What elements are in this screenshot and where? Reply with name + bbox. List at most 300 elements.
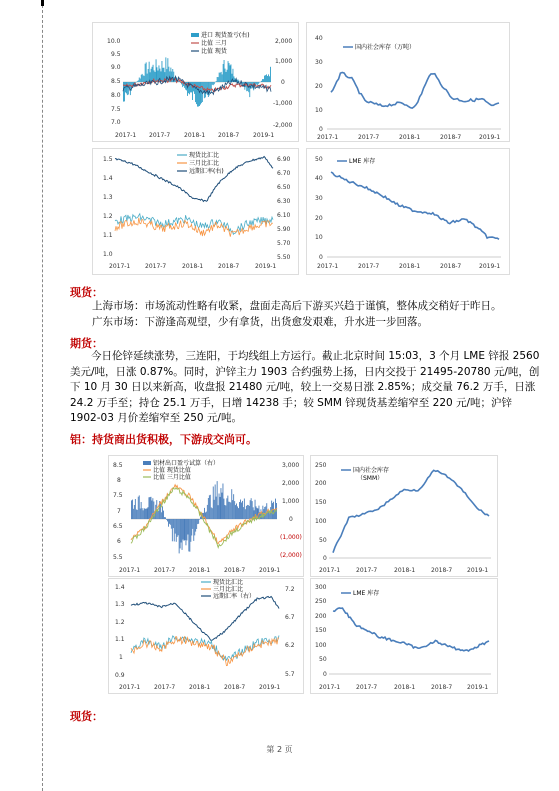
bar	[218, 505, 219, 519]
alu-fx-ratio-chart	[108, 578, 304, 694]
bar	[235, 505, 236, 519]
bar	[183, 519, 184, 540]
bar	[227, 496, 228, 519]
bar	[139, 78, 140, 83]
x-tick: 2018-1	[399, 134, 421, 141]
y-tick: 1.2	[103, 213, 113, 220]
y2-tick: 6.50	[277, 184, 291, 191]
page-number: 第 2 页	[266, 745, 293, 754]
alu-export-profit-chart	[108, 455, 304, 577]
bar	[137, 81, 138, 82]
bar	[145, 64, 146, 82]
y-tick: 50	[315, 156, 323, 163]
bar	[150, 497, 151, 519]
bar	[182, 519, 183, 550]
y-tick: 0	[319, 254, 323, 261]
bar	[228, 502, 229, 519]
bar	[228, 61, 229, 82]
bar	[188, 519, 189, 535]
bar	[177, 519, 178, 537]
bar	[264, 76, 265, 82]
x-tick: 2017-1	[109, 263, 131, 270]
bar	[197, 519, 198, 524]
bar	[229, 63, 230, 82]
spot-heading: 现货：	[70, 286, 103, 299]
bar	[210, 495, 211, 519]
bar	[148, 69, 149, 82]
bar	[146, 62, 147, 82]
legend-label: 远期汇率（右）	[213, 593, 256, 600]
bar	[256, 82, 257, 85]
x-tick: 2017-7	[356, 567, 378, 574]
legend-label: LME 库存	[353, 590, 380, 597]
y2-tick: 5.90	[277, 226, 291, 233]
bar	[220, 73, 221, 82]
alu-domestic-inventory-chart	[310, 455, 498, 577]
y-tick: 1.1	[103, 232, 113, 239]
legend-label: 国内社会库存	[353, 467, 390, 474]
bar	[144, 76, 145, 82]
bar	[131, 500, 132, 519]
bar	[161, 512, 162, 519]
bar	[178, 519, 179, 535]
y-tick: 1.3	[115, 601, 125, 608]
x-tick: 2017-7	[145, 263, 167, 270]
y-tick: 8.0	[111, 92, 121, 99]
spot-fx-ratio-line	[131, 636, 279, 661]
bar	[241, 503, 242, 520]
bar	[272, 503, 273, 519]
x-tick: 2017-1	[317, 134, 339, 141]
futures-paragraph: 今日伦锌延续涨势，三连阳，于均线组上方运行。截止北京时间 15:03，3 个月 LME 锌报 2560 美元/吨，日涨 0.87%。同时，沪锌主力 1903 合约强势上扬，日内交投于 21495-20780 元/吨，创下 10 月 30 日以来新高，收盘报 21480 元/吨，较上一交易日涨 2.85%；成交量 76.2 万手，日涨 24.2 万手至；持仓 25.1 万手，日增 14238 手；较 SMM 锌现货基差缩窄至 220 元/吨；沪锌 1902-03 月价差缩窄至 250 元/吨。	[70, 350, 540, 424]
x-tick: 2017-7	[154, 684, 176, 691]
bar	[234, 501, 235, 519]
y-tick: 1	[119, 654, 123, 661]
y2-tick: 0	[289, 516, 293, 523]
legend-label: 比值 现货	[201, 48, 227, 55]
bar	[143, 75, 144, 82]
bar	[139, 495, 140, 519]
x-tick: 2018-1	[182, 263, 204, 270]
bar	[187, 519, 188, 540]
guangdong-market-text: 广东市场：下游逢高观望，少有拿货，出货愈发艰难，升水进一步回落。	[92, 316, 428, 328]
bar	[143, 510, 144, 519]
x-tick: 2018-7	[224, 684, 246, 691]
bar	[217, 77, 218, 82]
bar	[263, 79, 264, 82]
y2-tick: (1,000)	[280, 534, 302, 541]
y-tick: 6.5	[113, 523, 123, 530]
bar	[184, 519, 185, 541]
bar	[250, 500, 251, 519]
bar	[221, 72, 222, 82]
shanghai-market-text: 上海市场：市场流动性略有收紧，盘面走高后下游买兴趋于谨慎，整体成交稍好于昨日。	[92, 300, 502, 312]
bar	[126, 82, 127, 93]
bar	[128, 82, 129, 95]
y-tick: 1.4	[103, 175, 113, 182]
bar	[262, 79, 263, 82]
legend-swatch	[191, 33, 199, 37]
x-tick: 2018-7	[431, 684, 453, 691]
bar	[242, 501, 243, 519]
y-tick: 20	[315, 83, 323, 90]
y-tick: 0	[323, 555, 327, 562]
bar	[224, 499, 225, 519]
bar	[198, 82, 199, 107]
y-tick: 30	[315, 195, 323, 202]
bar	[166, 519, 167, 520]
bar	[257, 82, 258, 85]
x-tick: 2019-1	[467, 684, 489, 691]
bar	[200, 82, 201, 105]
bar	[136, 510, 137, 520]
bar	[193, 519, 194, 541]
bar	[141, 502, 142, 519]
bar	[236, 504, 237, 520]
y-tick: 1.2	[115, 619, 125, 626]
bar	[196, 519, 197, 529]
y-tick: 10	[315, 234, 323, 241]
lme-inventory-line	[331, 172, 499, 239]
bar	[215, 485, 216, 520]
bar	[211, 82, 212, 93]
bar	[195, 519, 196, 532]
legend-label: （SMM）	[357, 475, 384, 482]
inventory-line	[331, 73, 499, 109]
bar	[152, 67, 153, 82]
x-tick: 2018-7	[218, 132, 240, 139]
bar	[227, 70, 228, 82]
x-tick: 2017-1	[317, 263, 339, 270]
y2-tick: 5.50	[277, 254, 291, 261]
bar	[160, 503, 161, 519]
y2-tick: 6.70	[277, 170, 291, 177]
bar	[222, 493, 223, 519]
y2-tick: 6.30	[277, 198, 291, 205]
bar	[249, 506, 250, 519]
y-tick: 7	[117, 508, 121, 515]
bar	[258, 82, 259, 84]
y-tick: 0	[319, 126, 323, 133]
y-tick: 8	[117, 477, 121, 484]
bar	[155, 72, 156, 82]
y-tick: 40	[315, 175, 323, 182]
alu-inventory-line	[333, 470, 489, 552]
x-tick: 2017-7	[356, 684, 378, 691]
x-tick: 2017-1	[119, 567, 141, 574]
bar	[163, 68, 164, 82]
bar	[156, 59, 157, 82]
x-tick: 2018-7	[440, 263, 462, 270]
legend-label: 现货比汇比	[213, 579, 244, 586]
bar	[149, 62, 150, 82]
bar	[219, 73, 220, 82]
y-tick: 100	[315, 642, 327, 649]
bar	[192, 519, 193, 529]
y-tick: 9.5	[111, 51, 121, 58]
y-tick: 1.1	[115, 636, 125, 643]
bar	[238, 508, 239, 519]
x-tick: 2018-7	[431, 567, 453, 574]
y-tick: 100	[315, 518, 327, 525]
x-tick: 2018-1	[189, 567, 211, 574]
y-tick: 250	[315, 462, 327, 469]
x-tick: 2017-1	[119, 684, 141, 691]
bar	[223, 64, 224, 82]
left-margin-mark	[41, 0, 44, 6]
bar	[213, 487, 214, 520]
bar	[252, 501, 253, 519]
bar	[194, 519, 195, 535]
bar	[214, 82, 215, 84]
y2-tick: -1,000	[273, 100, 293, 107]
x-tick: 2019-1	[255, 263, 277, 270]
x-tick: 2017-7	[154, 567, 176, 574]
bar	[267, 76, 268, 82]
bar	[191, 82, 192, 92]
bar	[133, 509, 134, 519]
bar	[208, 498, 209, 519]
bar	[172, 519, 173, 541]
bar	[188, 519, 189, 551]
bar	[147, 508, 148, 519]
bar	[223, 484, 224, 520]
bar	[142, 74, 143, 82]
x-tick: 2017-7	[358, 263, 380, 270]
bar	[141, 75, 142, 82]
bar	[261, 81, 262, 82]
legend-label: 进口 现货盈亏(右)	[201, 32, 250, 39]
bar	[221, 488, 222, 519]
bar	[239, 502, 240, 519]
y-tick: 10.0	[107, 38, 121, 45]
bar	[180, 519, 181, 548]
y2-tick: 5.70	[277, 240, 291, 247]
y2-tick: 5.7	[285, 671, 295, 678]
legend-label: 比值 三月	[201, 40, 227, 47]
bar	[209, 495, 210, 519]
bar	[242, 82, 243, 85]
y-tick: 50	[319, 656, 327, 663]
bar	[171, 519, 172, 529]
zinc-fx-ratio-chart	[92, 148, 299, 275]
bar	[140, 79, 141, 83]
bar	[137, 510, 138, 519]
bar	[168, 519, 169, 527]
x-tick: 2017-7	[149, 132, 171, 139]
bar	[200, 517, 201, 519]
x-tick: 2017-1	[115, 132, 137, 139]
bar	[213, 82, 214, 85]
bar	[269, 76, 270, 82]
bar	[144, 508, 145, 519]
y-tick: 300	[315, 584, 327, 591]
bar	[165, 517, 166, 519]
y-tick: 20	[315, 215, 323, 222]
bar	[207, 505, 208, 519]
bar	[189, 519, 190, 552]
y2-tick: 1,000	[275, 58, 293, 65]
x-tick: 2018-1	[394, 684, 416, 691]
y-tick: 8.5	[113, 462, 123, 469]
bar	[230, 65, 231, 82]
y-tick: 6	[117, 538, 121, 545]
bar	[170, 519, 171, 525]
legend-label: 三月比汇比	[213, 586, 244, 593]
bar	[164, 517, 165, 519]
y2-tick: 3,000	[282, 462, 300, 469]
bar	[211, 507, 212, 519]
y2-tick: 6.7	[285, 614, 295, 621]
bar	[233, 494, 234, 519]
bar	[226, 72, 227, 82]
bar	[185, 519, 186, 540]
bar	[216, 81, 217, 82]
bar	[231, 489, 232, 519]
legend-label: 比值 现货比值	[153, 467, 191, 474]
x-tick: 2019-1	[259, 684, 281, 691]
y-tick: 1.4	[115, 584, 125, 591]
bar	[230, 503, 231, 520]
y2-tick: 6.10	[277, 212, 291, 219]
legend-label: 三月比汇比	[189, 160, 220, 167]
bar	[210, 82, 211, 89]
bar	[214, 500, 215, 519]
bar	[149, 497, 150, 519]
bar	[201, 82, 202, 103]
x-tick: 2019-1	[479, 263, 501, 270]
aluminum-heading: 铝：持货商出货积极，下游成交尚可。	[70, 433, 257, 446]
bar	[130, 82, 131, 95]
y-tick: 5.5	[113, 554, 123, 561]
x-tick: 2019-1	[253, 132, 275, 139]
y-tick: 50	[319, 537, 327, 544]
bar	[140, 509, 141, 520]
legend-label: 远期汇率(右)	[189, 168, 224, 175]
bar	[218, 77, 219, 82]
bar	[186, 519, 187, 545]
bar	[162, 506, 163, 519]
bar	[226, 498, 227, 519]
y-tick: 7.5	[111, 106, 121, 113]
bar	[134, 505, 135, 519]
bar	[247, 505, 248, 519]
bar	[132, 500, 133, 519]
y2-tick: -2,000	[273, 122, 293, 129]
legend-label: 国内社会库存（万吨）	[355, 44, 416, 51]
bar	[162, 61, 163, 82]
y-tick: 9.0	[111, 64, 121, 71]
y-tick: 200	[315, 613, 327, 620]
y-tick: 200	[315, 480, 327, 487]
bar	[266, 74, 267, 82]
bar	[237, 506, 238, 519]
alu-lme-inventory-chart	[310, 578, 498, 694]
y2-tick: (2,000)	[280, 552, 302, 559]
fx-line	[131, 597, 279, 641]
bar	[251, 498, 252, 519]
bar	[273, 502, 274, 519]
spot-fx-ratio-line	[115, 214, 273, 235]
bar	[212, 82, 213, 85]
alu-lme-inventory-line	[333, 608, 489, 651]
bar	[217, 481, 218, 519]
zinc-lme-inventory-chart	[306, 148, 510, 275]
bar	[199, 82, 200, 106]
bar	[135, 499, 136, 519]
y2-tick: 2,000	[275, 38, 293, 45]
legend-label: 铝材出口盈亏试算（右）	[153, 460, 220, 467]
bar	[244, 499, 245, 520]
bar	[259, 506, 260, 519]
bar	[231, 64, 232, 82]
y-tick: 1.5	[103, 156, 113, 163]
bar	[142, 508, 143, 519]
bar	[222, 74, 223, 82]
x-tick: 2017-1	[319, 684, 341, 691]
x-tick: 2019-1	[479, 134, 501, 141]
x-tick: 2018-1	[394, 567, 416, 574]
zinc-domestic-inventory-chart	[306, 22, 510, 142]
futures-heading: 期货：	[70, 337, 103, 350]
bar	[259, 82, 260, 83]
y-tick: 7.0	[111, 119, 121, 126]
y2-tick: 6.2	[285, 642, 295, 649]
bar	[163, 511, 164, 519]
y2-tick: 7.2	[285, 586, 295, 593]
zinc-profit-ratio-chart	[92, 22, 299, 142]
y-tick: 8.5	[111, 78, 121, 85]
bar	[245, 509, 246, 519]
bar	[173, 519, 174, 528]
x-tick: 2017-1	[319, 567, 341, 574]
bar	[151, 497, 152, 519]
y2-tick: 1,000	[282, 498, 300, 505]
bar	[146, 509, 147, 519]
bar	[181, 519, 182, 543]
x-tick: 2018-1	[189, 684, 211, 691]
spot-heading-2: 现货：	[70, 710, 103, 723]
y2-tick: 2,000	[282, 480, 300, 487]
y-tick: 7.5	[113, 492, 123, 499]
bar	[198, 519, 199, 524]
y-tick: 0.9	[115, 672, 125, 679]
y-tick: 10	[315, 107, 323, 114]
bar	[148, 507, 149, 519]
bar	[169, 519, 170, 524]
bar	[216, 497, 217, 519]
bar	[194, 82, 195, 94]
bar	[212, 508, 213, 519]
x-tick: 2019-1	[467, 567, 489, 574]
legend-label: LME 库存	[349, 158, 376, 165]
bar	[206, 512, 207, 519]
x-tick: 2018-1	[399, 263, 421, 270]
y2-tick: 0	[281, 79, 285, 86]
bar	[191, 519, 192, 536]
legend-label: 现货比汇比	[189, 152, 220, 159]
bar	[225, 69, 226, 82]
x-tick: 2018-7	[440, 134, 462, 141]
bar	[265, 75, 266, 82]
y-tick: 250	[315, 598, 327, 605]
y-tick: 1.3	[103, 194, 113, 201]
bar	[151, 69, 152, 82]
left-margin-rule	[42, 0, 43, 791]
bar	[225, 506, 226, 520]
bar	[239, 82, 240, 83]
y-tick: 30	[315, 59, 323, 66]
